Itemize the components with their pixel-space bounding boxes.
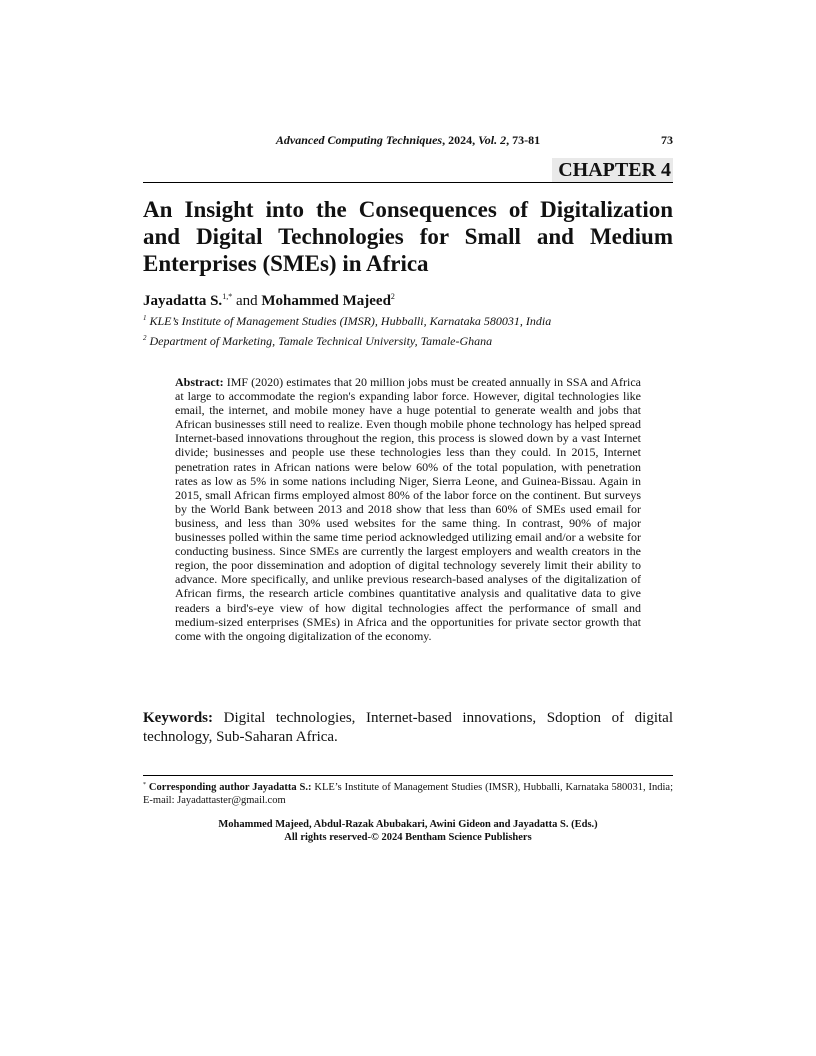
affiliation-superscript: 1	[143, 314, 147, 322]
author-superscript: 1,*	[222, 292, 233, 301]
keywords-label: Keywords:	[143, 710, 213, 726]
page-number: 73	[661, 133, 673, 147]
journal-volume: Vol. 2	[478, 133, 507, 147]
keywords-text: Digital technologies, Internet-based innovations, Sdoption of digital technology, Sub-Saharan Africa.	[143, 710, 673, 745]
abstract	[175, 375, 641, 643]
author-conjunction: and	[235, 293, 258, 309]
footnote-text: KLE’s Institute of Management Studies (IMSR), Hubballi, Karnataka 580031, India; E-mail: Jayadattaster@gmail.com	[143, 782, 674, 806]
abstract-text: IMF (2020) estimates that 20 million jobs must be created annually in SSA and Africa at large to accommodate the region's expanding labor force. However, digital technologies like email, the internet, and mobile money have a huge potential to generate wealth and jobs that African businesses still need to realize. Even though mobile phone technology has helped spread Internet-based innovations throughout the region, this process is slowed down by a vast Internet divide; businesses and people use these technologies less than they could. In 2015, Internet penetration rates in African nations were below 60% of the total population, with penetration rates as low as 5% in some nations including Niger, Sierra Leone, and Guinea-Bissau. Again in 2015, small African firms employed almost 80% of the labor force on the continent. But surveys by the World Bank between 2013 and 2018 show that less than 60% of SMEs used email for business, and less than 30% used websites for the same thing. In contrast, 90% of major businesses polled within the same time period acknowledged utilizing email and/or a website for conducting business. Since SMEs are currently the largest employers and wealth creators in the region, the poor dissemination and adoption of digital technology severely limit their ability to advance. More specifically, and unlike previous research-based analyses of the digitalization of African firms, the research article combines quantitative analysis and qualitative data to give readers a bird's-eye view of how digital technologies affect the performance of small and medium-sized enterprises (SMEs) in Africa and the opportunities for private sector growth that come with the ongoing digitalization of the economy.	[175, 375, 641, 643]
journal-citation: Advanced Computing Techniques, 2024, Vol. 2, 73-81	[275, 133, 541, 147]
imprint-editors: Mohammed Majeed, Abdul-Razak Abubakari, Awini Gideon and Jayadatta S. (Eds.)	[218, 819, 598, 830]
keywords	[143, 709, 673, 747]
chapter-label: CHAPTER 4	[552, 158, 673, 182]
author-line	[143, 288, 673, 310]
footnote-label: Corresponding author Jayadatta S.:	[148, 782, 312, 793]
footnote-divider	[143, 775, 673, 776]
author-name: Mohammed Majeed	[261, 293, 391, 309]
chapter-divider	[143, 182, 673, 183]
author-name: Jayadatta S.	[143, 293, 223, 309]
affiliation-superscript: 2	[143, 334, 147, 342]
journal-name: Advanced Computing Techniques	[275, 133, 443, 147]
affiliation	[143, 311, 673, 329]
affiliation	[143, 331, 673, 349]
footnote	[143, 779, 673, 807]
journal-pages: 73-81	[512, 133, 541, 147]
imprint-rights: All rights reserved-© 2024 Bentham Science Publishers	[284, 831, 532, 843]
affiliation-text: Department of Marketing, Tamale Technical University, Tamale-Ghana	[149, 334, 493, 348]
imprint	[143, 819, 673, 844]
footnote-superscript: *	[143, 782, 146, 788]
affiliation-text: KLE’s Institute of Management Studies (IMSR), Hubballi, Karnataka 580031, India	[149, 314, 552, 328]
running-head	[143, 133, 673, 149]
abstract-label: Abstract:	[175, 375, 224, 389]
author-superscript: 2	[390, 292, 395, 301]
paper-title: An Insight into the Consequences of Digitalization and Digital Technologies for Small and Medium Enterprises (SMEs) in Africa	[143, 197, 673, 276]
journal-year: 2024	[448, 133, 473, 147]
